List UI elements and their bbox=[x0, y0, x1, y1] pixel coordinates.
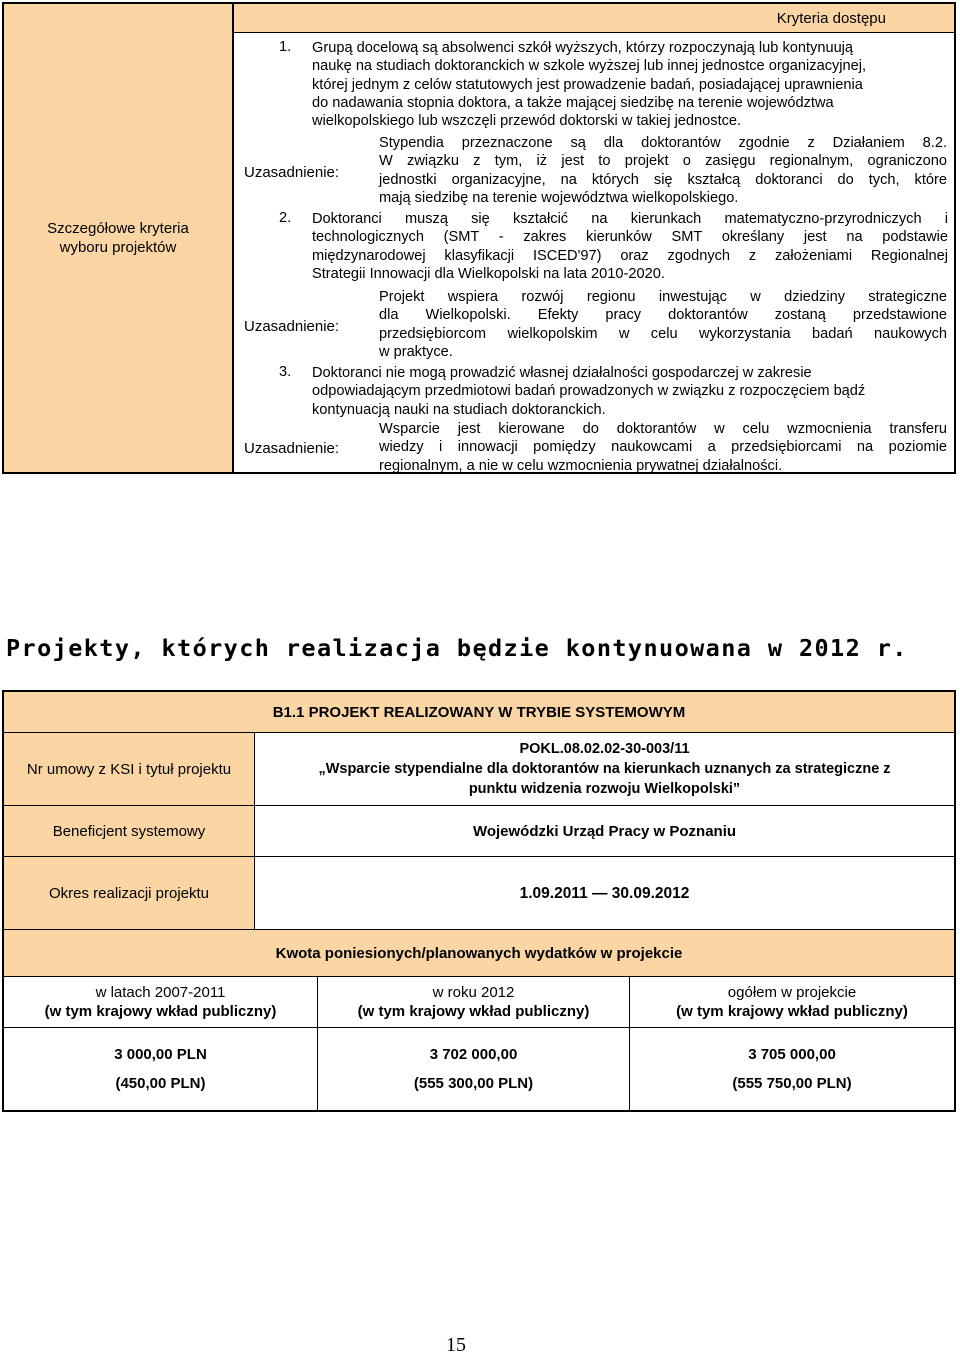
project-table-title: B1.1 PROJEKT REALIZOWANY W TRYBIE SYSTEMOWYM bbox=[272, 703, 686, 721]
item-2-number: 2. bbox=[279, 210, 292, 226]
item-3-just-line: wiedzy i innowacji pomiędzy naukowcami a przedsiębiorcami na poziomie bbox=[379, 439, 947, 456]
period-value: 1.09.2011 — 30.09.2012 bbox=[255, 857, 954, 929]
costs-value-cell bbox=[630, 1028, 954, 1110]
item-2-just-line: w praktyce. bbox=[379, 343, 453, 360]
item-1-line: wielkopolskiego lub wszczęli przewód doktorski w takiej jednostce. bbox=[312, 113, 742, 130]
item-1-line: naukę na studiach doktoranckich w szkole wyższej lub innej jednostce organizacyjnej, bbox=[312, 58, 867, 75]
item-1-just-line: W związku z tym, iż jest to projekt o zasięgu regionalnym, ograniczono bbox=[379, 153, 947, 170]
item-3-justification-label: Uzasadnienie: bbox=[244, 440, 340, 457]
beneficiary-label: Beneficjent systemowy bbox=[52, 822, 206, 840]
costs-column-sub: (w tym krajowy wkład publiczny) bbox=[676, 1003, 908, 1020]
costs-value: 3 705 000,00 bbox=[748, 1046, 836, 1063]
item-2-just-line: Projekt wspiera rozwój regionu inwestując w dziedziny strategiczne bbox=[379, 289, 947, 305]
item-1-just-line: jednostki organizacyjne, na których się kształcą doktoranci do tych, które bbox=[379, 171, 947, 188]
beneficiary-value: Wojewódzki Urząd Pracy w Poznaniu bbox=[255, 806, 954, 856]
item-1-number: 1. bbox=[279, 39, 292, 55]
item-2-just-line: dla Wielkopolski. Efekty pracy doktorantów zostaną przedstawione bbox=[379, 307, 947, 324]
item-1-line: Grupą docelową są absolwenci szkół wyższych, którzy rozpoczynają lub kontynuują bbox=[312, 40, 854, 56]
costs-column-label: ogółem w projekcie bbox=[727, 984, 857, 1001]
item-2-line: międzynarodowej klasyfikacji ISCED'97) oraz zgodnych z założeniami Regionalnej bbox=[312, 247, 948, 264]
item-1-just-line: Stypendia przeznaczone są dla doktorantów zgodnie z Działaniem 8.2. bbox=[379, 135, 947, 151]
criteria-table bbox=[2, 2, 956, 474]
contract-number: POKL.08.02.02-30-003/11 bbox=[519, 741, 690, 757]
item-2-line: technologicznych (SMT - zakres kierunków SMT określany jest na podstawie bbox=[312, 229, 948, 246]
item-1-line: do nadawania stopnia doktora, a także mającej siedzibę na terenie województwa bbox=[312, 94, 834, 111]
costs-value: 3 702 000,00 bbox=[429, 1046, 518, 1063]
period-label: Okres realizacji projektu bbox=[48, 884, 210, 902]
item-2-justification bbox=[379, 288, 947, 361]
costs-value-cell bbox=[318, 1028, 629, 1110]
costs-column-label: w latach 2007-2011 bbox=[95, 984, 226, 1001]
item-1-just-line: mają siedzibę na terenie województwa wielkopolskiego. bbox=[379, 189, 739, 206]
item-2-line: Strategii Innowacji dla Wielkopolski na lata 2010-2020. bbox=[312, 265, 665, 282]
item-1-line: której jednym z celów statutowych jest prowadzenie badań, posiadającej uprawnienia bbox=[312, 76, 863, 93]
costs-column-label: w roku 2012 bbox=[432, 984, 515, 1001]
item-1-justification-label: Uzasadnienie: bbox=[244, 164, 340, 181]
contract-title-line2: punktu widzenia rozwoju Wielkopolski” bbox=[468, 781, 741, 797]
criteria-content bbox=[234, 4, 954, 472]
costs-value: 3 000,00 PLN bbox=[114, 1046, 207, 1063]
costs-title: Kwota poniesionych/planowanych wydatków w projekcie bbox=[275, 944, 683, 962]
item-3-number: 3. bbox=[279, 364, 292, 380]
item-3-line: kontynuacją nauki na studiach doktoranckich. bbox=[312, 401, 606, 418]
costs-value-cell bbox=[4, 1028, 317, 1110]
item-2-just-line: przedsiębiorcom wielkopolskim w celu wykorzystania badań naukowych bbox=[379, 325, 947, 342]
costs-value-sub: (555 300,00 PLN) bbox=[413, 1075, 534, 1092]
costs-column-header bbox=[630, 977, 954, 1027]
criteria-section-label bbox=[4, 4, 234, 472]
item-3-justification bbox=[379, 420, 947, 475]
costs-column-header bbox=[318, 977, 629, 1027]
item-2-line: Doktoranci muszą się kształcić na kierunkach matematyczno-przyrodniczych i bbox=[312, 211, 948, 227]
criteria-label-line1: Szczegółowe kryteria bbox=[47, 220, 189, 237]
costs-column-sub: (w tym krajowy wkład publiczny) bbox=[357, 1003, 590, 1020]
item-3-just-line: regionalnym, a nie w celu wzmocnienia prywatnej działalności. bbox=[379, 457, 783, 474]
item-1-text bbox=[312, 39, 952, 130]
item-3-just-line: Wsparcie jest kierowane do doktorantów w celu wzmocnienia transferu bbox=[379, 421, 947, 437]
criteria-header-text: Kryteria dostępu bbox=[776, 10, 886, 27]
page-number: 15 bbox=[446, 1334, 466, 1356]
item-3-line: Doktoranci nie mogą prowadzić własnej działalności gospodarczej w zakresie bbox=[312, 365, 812, 381]
costs-column-header bbox=[4, 977, 317, 1027]
costs-value-sub: (450,00 PLN) bbox=[115, 1075, 206, 1092]
item-3-line: odpowiadającym przedmiotowi badań prowadzonych w związku z rozpoczęciem bądź bbox=[312, 383, 866, 400]
criteria-header bbox=[234, 4, 954, 33]
costs-column-sub: (w tym krajowy wkład publiczny) bbox=[44, 1003, 277, 1020]
item-2-text bbox=[312, 210, 948, 283]
contract-value bbox=[255, 733, 954, 805]
project-table bbox=[2, 690, 956, 1112]
contract-label: Nr umowy z KSI i tytuł projektu bbox=[26, 760, 232, 778]
item-2-justification-label: Uzasadnienie: bbox=[244, 318, 340, 335]
section-heading: Projekty, których realizacja będzie kontynuowana w 2012 r. bbox=[6, 634, 908, 662]
item-3-text bbox=[312, 364, 948, 419]
contract-title-line1: „Wsparcie stypendialne dla doktorantów na kierunkach uznanych za strategiczne z bbox=[318, 761, 891, 777]
criteria-label-line2: wyboru projektów bbox=[59, 239, 177, 256]
costs-value-sub: (555 750,00 PLN) bbox=[732, 1075, 852, 1092]
item-1-justification bbox=[379, 134, 947, 207]
